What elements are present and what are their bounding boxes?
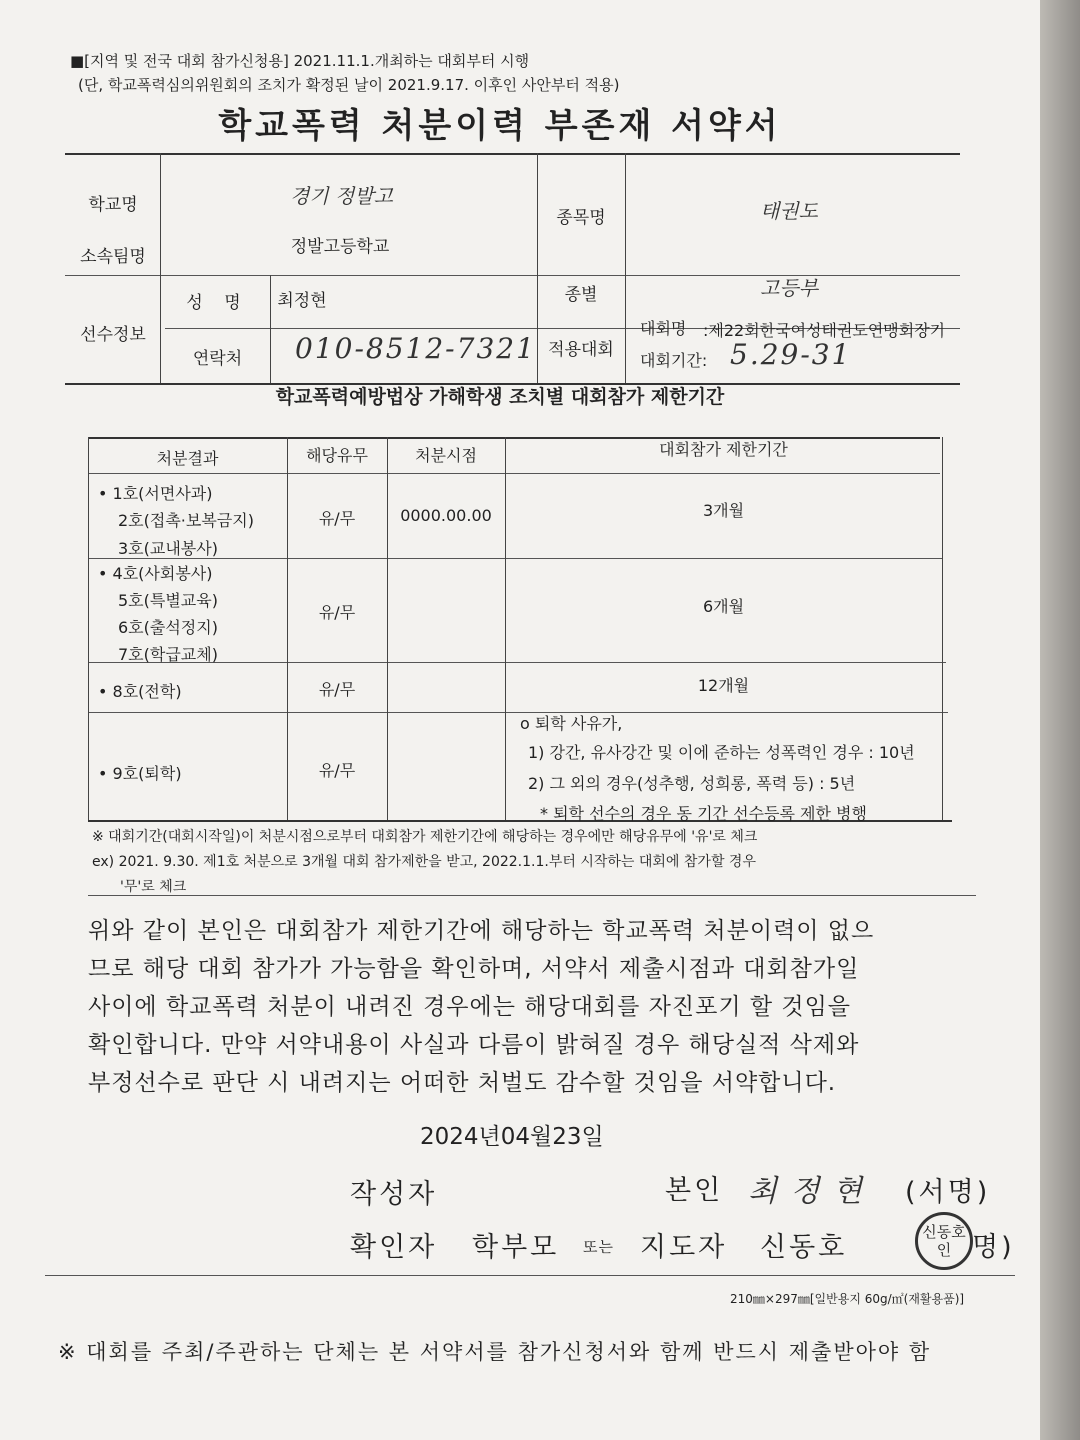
rtable-row-divider — [88, 712, 948, 713]
pledge-line: 사이에 학교폭력 처분이 내려진 경우에는 해당대회를 자진포기 할 것임을 — [88, 994, 852, 1020]
school-value: 경기 정발고 — [290, 184, 393, 208]
confirmer-label: 확인자 — [350, 1232, 438, 1263]
note-2: ex) 2021. 9.30. 제1호 처분으로 3개월 대회 참가제한을 받고, 2022.1.1.부터 시작하는 대회에 참가할 경우 — [92, 854, 756, 870]
restriction-period: 12개월 — [697, 676, 750, 695]
parent-label: 학부모 — [472, 1232, 560, 1263]
table-border-top — [65, 153, 960, 155]
applicable-yn[interactable]: 유/무 — [318, 509, 356, 528]
footer-note: ※ 대회를 주최/주관하는 단체는 본 서약서를 참가신청서와 함께 반드시 제출받아야 함 — [58, 1340, 932, 1364]
expulsion-detail: o 퇴학 사유가, — [520, 714, 623, 733]
event-label: 적용대회 — [548, 340, 614, 360]
writer-label: 작성자 — [350, 1179, 438, 1210]
col-header-applicable: 해당유무 — [306, 446, 368, 465]
event-period-value: 5.29-31 — [730, 338, 852, 371]
measure-2: 2호(접촉·보복금지) — [118, 511, 254, 530]
header-notice: ■[지역 및 전국 대회 참가신청용] 2021.11.1.개최하는 대회부터 시행 — [70, 52, 530, 70]
pledge-line: 므로 해당 대회 참가가 가능함을 확인하며, 서약서 제출시점과 대회참가일 — [88, 956, 860, 982]
pledge-date: 2024년04월23일 — [420, 1124, 604, 1150]
coach-name: 신동호 — [760, 1232, 848, 1263]
table-col-divider — [160, 153, 161, 383]
event-name-label: 대회명 — [640, 319, 687, 338]
expulsion-detail: 2) 그 외의 경우(성추행, 성희롱, 폭력 등) : 5년 — [528, 774, 856, 793]
signature-mark[interactable]: 명) — [972, 1232, 1015, 1263]
col-header-period: 대회참가 제한기간 — [659, 440, 788, 459]
name-label: 성 명 — [186, 293, 249, 313]
rtable-header-divider — [88, 473, 940, 474]
measure-9: • 9호(퇴학) — [98, 764, 182, 783]
team-label: 소속팀명 — [80, 247, 146, 267]
event-period-label: 대회기간: — [640, 351, 708, 370]
seal-stamp: 신동호인 — [915, 1212, 973, 1270]
measure-3: 3호(교내봉사) — [118, 539, 218, 558]
table-col-divider — [625, 153, 626, 383]
restriction-subtitle: 학교폭력예방법상 가해학생 조치별 대회참가 제한기간 — [275, 386, 725, 408]
school-label: 학교명 — [88, 195, 138, 215]
footer-divider — [45, 1275, 1015, 1276]
measure-5: 5호(특별교육) — [118, 591, 218, 610]
expulsion-detail: * 퇴학 선수의 경우 동 기간 선수등록 제한 병행 — [540, 804, 867, 823]
self-name: 최 정 현 — [748, 1174, 865, 1209]
col-header-result: 처분결과 — [156, 449, 219, 468]
measure-6: 6호(출석정지) — [118, 618, 218, 637]
applicable-yn[interactable]: 유/무 — [318, 761, 356, 780]
measure-4: • 4호(사회봉사) — [98, 564, 213, 583]
name-value: 최정현 — [277, 291, 327, 311]
or-label: 또는 — [583, 1238, 614, 1256]
col-header-date: 처분시점 — [415, 446, 477, 465]
disposition-date[interactable]: 0000.00.00 — [400, 506, 492, 525]
event-name-value: :제22회한국여성태권도연맹회장기 — [703, 321, 946, 340]
pledge-line: 부정선수로 판단 시 내려지는 어떠한 처벌도 감수할 것임을 서약합니다. — [88, 1070, 837, 1096]
pledge-line: 확인합니다. 만약 서약내용이 사실과 다름이 밝혀질 경우 해당실적 삭제와 — [88, 1032, 860, 1058]
applicable-yn[interactable]: 유/무 — [318, 603, 356, 622]
rtable-col — [88, 437, 89, 820]
restriction-period: 6개월 — [702, 597, 745, 616]
self-label: 본인 — [665, 1175, 724, 1206]
rtable-col — [387, 437, 388, 820]
division-label: 종별 — [564, 285, 598, 305]
sport-label: 종목명 — [556, 208, 606, 228]
rtable-col — [942, 437, 943, 820]
measure-8: • 8호(전학) — [98, 682, 182, 701]
sport-value: 태권도 — [760, 199, 818, 223]
table-col-divider — [537, 153, 538, 383]
expulsion-detail: 1) 강간, 유사강간 및 이에 준하는 성폭력인 경우 : 10년 — [528, 743, 915, 762]
team-value: 정발고등학교 — [290, 237, 390, 257]
paper-size-note: 210㎜×297㎜[일반용지 60g/㎡(재활용품)] — [730, 1292, 965, 1306]
coach-label: 지도자 — [640, 1232, 728, 1263]
pledge-paragraph — [88, 912, 978, 1102]
table-col-divider — [270, 275, 271, 383]
contact-label: 연락처 — [192, 349, 243, 369]
restriction-period: 3개월 — [702, 501, 745, 520]
player-info-label: 선수정보 — [80, 325, 146, 345]
note-1: ※ 대회기간(대회시작일)이 처분시점으로부터 대회참가 제한기간에 해당하는 경우에만 해당유무에 '유'로 체크 — [92, 829, 758, 845]
division-value: 고등부 — [760, 276, 818, 300]
applicable-yn[interactable]: 유/무 — [318, 680, 356, 699]
table-row-divider — [65, 275, 960, 276]
rtable-col — [287, 437, 288, 820]
pledge-line: 위와 같이 본인은 대회참가 제한기간에 해당하는 학교폭력 처분이력이 없으 — [88, 918, 875, 944]
document-title: 학교폭력 처분이력 부존재 서약서 — [218, 106, 782, 146]
rtable-col — [505, 437, 506, 820]
signature-mark[interactable]: (서명) — [905, 1177, 991, 1208]
header-condition: (단, 학교폭력심의위원회의 조치가 확정된 날이 2021.9.17. 이후인 사안부터 적용) — [78, 76, 620, 94]
measure-7: 7호(학급교체) — [118, 645, 218, 664]
contact-value: 010-8512-7321 — [295, 332, 536, 365]
note-3: '무'로 체크 — [120, 879, 187, 895]
notes-divider — [88, 895, 976, 896]
measure-1: • 1호(서면사과) — [98, 484, 213, 503]
background-edge — [1040, 0, 1080, 1440]
